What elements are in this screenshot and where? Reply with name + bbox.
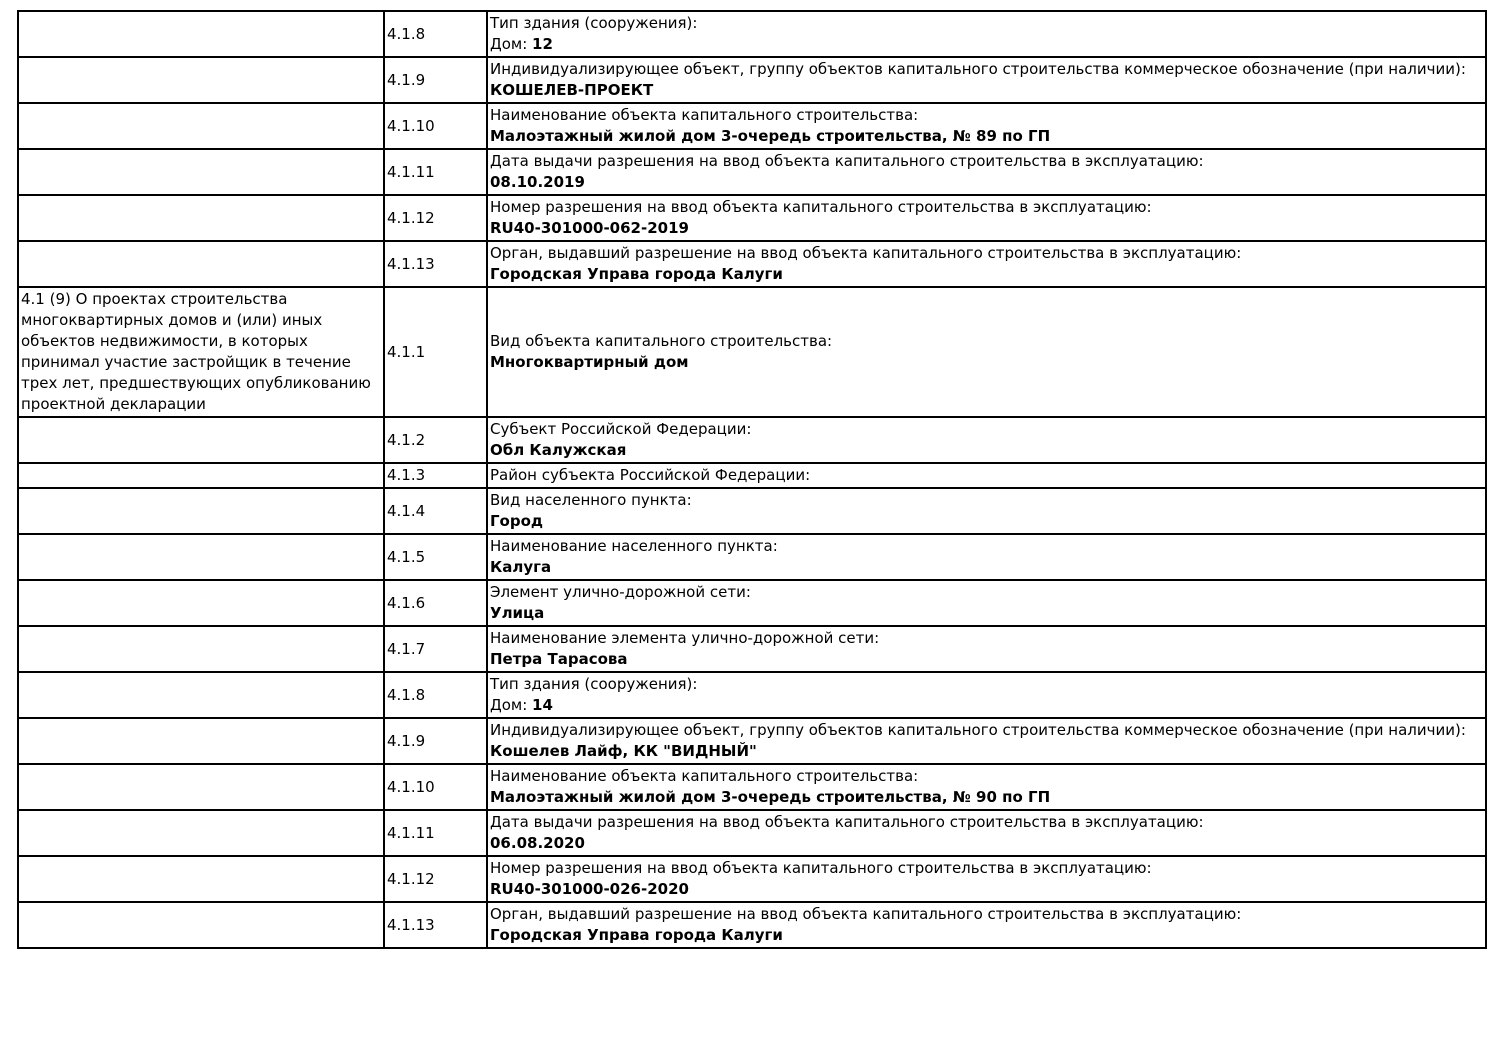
- declaration-document: [17, 10, 1487, 949]
- field-value-prefix: Дом:: [490, 696, 533, 714]
- field-value-prefix: Дом:: [490, 35, 533, 53]
- field-label: Дата выдачи разрешения на ввод объекта капитального строительства в эксплуатацию:: [490, 813, 1204, 831]
- table-row: [18, 417, 1486, 463]
- field-label: Наименование объекта капитального строительства:: [490, 767, 919, 785]
- row-number: 4.1.7: [387, 639, 426, 658]
- row-content-cell: [487, 856, 1486, 902]
- row-number: 4.1.9: [387, 70, 426, 89]
- field-value-text: Город: [490, 512, 544, 530]
- field-label: Дата выдачи разрешения на ввод объекта капитального строительства в эксплуатацию:: [490, 152, 1204, 170]
- section-cell: [18, 287, 384, 417]
- row-content-cell: [487, 580, 1486, 626]
- field-value: [490, 695, 1482, 716]
- table-row: [18, 626, 1486, 672]
- field-value: [490, 80, 1482, 101]
- field-value-text: 14: [532, 696, 553, 714]
- table-row: [18, 718, 1486, 764]
- row-content-cell: [487, 764, 1486, 810]
- row-number-cell: [384, 195, 487, 241]
- table-row: [18, 810, 1486, 856]
- row-content-cell: [487, 57, 1486, 103]
- field-label: Индивидуализирующее объект, группу объектов капитального строительства коммерческое обозначение (при наличии):: [490, 721, 1466, 739]
- section-cell: [18, 488, 384, 534]
- table-row: [18, 672, 1486, 718]
- field-value: [490, 172, 1482, 193]
- row-content-cell: [487, 287, 1486, 417]
- field-value-text: Кошелев Лайф, КК "ВИДНЫЙ": [490, 742, 757, 760]
- field-value: [490, 925, 1482, 946]
- row-content-cell: [487, 534, 1486, 580]
- section-cell: [18, 672, 384, 718]
- section-cell: [18, 810, 384, 856]
- row-number-cell: [384, 580, 487, 626]
- row-content-cell: [487, 149, 1486, 195]
- field-value: [490, 603, 1482, 624]
- row-content-cell: [487, 626, 1486, 672]
- section-label: 4.1 (9) О проектах строительства многоквартирных домов и (или) иных объектов недвижимости, в которых принимал участие застройщик в течение трех лет, предшествующих опубликованию проектной декларации: [21, 290, 371, 413]
- row-number-cell: [384, 856, 487, 902]
- row-number: 4.1.10: [387, 777, 435, 796]
- row-number: 4.1.11: [387, 162, 435, 181]
- field-value-text: Обл Калужская: [490, 441, 627, 459]
- row-number: 4.1.9: [387, 731, 426, 750]
- field-label: Номер разрешения на ввод объекта капитального строительства в эксплуатацию:: [490, 859, 1152, 877]
- row-number-cell: [384, 11, 487, 57]
- row-number-cell: [384, 149, 487, 195]
- field-label: Вид населенного пункта:: [490, 491, 692, 509]
- table-row: [18, 241, 1486, 287]
- section-cell: [18, 241, 384, 287]
- row-number-cell: [384, 417, 487, 463]
- field-label: Орган, выдавший разрешение на ввод объекта капитального строительства в эксплуатацию:: [490, 244, 1242, 262]
- row-number: 4.1.4: [387, 501, 426, 520]
- row-number: 4.1.10: [387, 116, 435, 135]
- row-content-cell: [487, 902, 1486, 948]
- field-value: [490, 879, 1482, 900]
- field-value: [490, 352, 1482, 373]
- section-cell: [18, 195, 384, 241]
- field-value-text: RU40-301000-062-2019: [490, 219, 689, 237]
- section-cell: [18, 534, 384, 580]
- field-value: [490, 126, 1482, 147]
- field-value: [490, 440, 1482, 461]
- row-content-cell: [487, 103, 1486, 149]
- field-value: [490, 34, 1482, 55]
- field-value-text: Малоэтажный жилой дом 3-очередь строительства, № 89 по ГП: [490, 127, 1051, 145]
- field-label: Индивидуализирующее объект, группу объектов капитального строительства коммерческое обозначение (при наличии):: [490, 60, 1466, 78]
- table-row: [18, 463, 1486, 488]
- section-cell: [18, 626, 384, 672]
- table-row: [18, 856, 1486, 902]
- row-number: 4.1.1: [387, 342, 426, 361]
- row-number-cell: [384, 57, 487, 103]
- field-value: [490, 741, 1482, 762]
- row-number: 4.1.2: [387, 430, 426, 449]
- field-value-text: Калуга: [490, 558, 552, 576]
- row-number: 4.1.12: [387, 869, 435, 888]
- row-content-cell: [487, 195, 1486, 241]
- row-number: 4.1.12: [387, 208, 435, 227]
- row-number: 4.1.6: [387, 593, 426, 612]
- table-body: [18, 11, 1486, 948]
- field-label: Тип здания (сооружения):: [490, 14, 698, 32]
- section-cell: [18, 11, 384, 57]
- field-label: Наименование объекта капитального строительства:: [490, 106, 919, 124]
- field-value-text: Городская Управа города Калуги: [490, 926, 783, 944]
- row-content-cell: [487, 417, 1486, 463]
- row-number: 4.1.8: [387, 24, 426, 43]
- field-value-text: 12: [532, 35, 553, 53]
- field-value-text: RU40-301000-026-2020: [490, 880, 689, 898]
- field-value: [490, 511, 1482, 532]
- row-number: 4.1.11: [387, 823, 435, 842]
- field-label: Элемент улично-дорожной сети:: [490, 583, 751, 601]
- field-value: [490, 557, 1482, 578]
- project-declaration-table: [17, 10, 1487, 949]
- row-content-cell: [487, 672, 1486, 718]
- row-number-cell: [384, 810, 487, 856]
- table-row: [18, 580, 1486, 626]
- row-number-cell: [384, 764, 487, 810]
- row-number-cell: [384, 626, 487, 672]
- row-number-cell: [384, 241, 487, 287]
- row-content-cell: [487, 11, 1486, 57]
- row-number: 4.1.5: [387, 547, 426, 566]
- field-value-text: Многоквартирный дом: [490, 353, 689, 371]
- field-value: [490, 264, 1482, 285]
- table-row: [18, 488, 1486, 534]
- table-row: [18, 57, 1486, 103]
- field-value: [490, 787, 1482, 808]
- row-content-cell: [487, 488, 1486, 534]
- field-value-text: 08.10.2019: [490, 173, 585, 191]
- row-number-cell: [384, 534, 487, 580]
- table-row: [18, 764, 1486, 810]
- row-number-cell: [384, 672, 487, 718]
- field-label: Субъект Российской Федерации:: [490, 420, 752, 438]
- table-row: [18, 287, 1486, 417]
- row-number-cell: [384, 718, 487, 764]
- field-value-text: Малоэтажный жилой дом 3-очередь строительства, № 90 по ГП: [490, 788, 1051, 806]
- table-row: [18, 149, 1486, 195]
- section-cell: [18, 149, 384, 195]
- field-label: Наименование населенного пункта:: [490, 537, 778, 555]
- row-number: 4.1.3: [387, 466, 426, 484]
- section-cell: [18, 103, 384, 149]
- row-number-cell: [384, 103, 487, 149]
- row-number-cell: [384, 463, 487, 488]
- section-cell: [18, 580, 384, 626]
- table-row: [18, 11, 1486, 57]
- row-number-cell: [384, 287, 487, 417]
- field-value-text: 06.08.2020: [490, 834, 585, 852]
- section-cell: [18, 463, 384, 488]
- section-cell: [18, 764, 384, 810]
- section-cell: [18, 856, 384, 902]
- row-number: 4.1.13: [387, 254, 435, 273]
- row-number-cell: [384, 488, 487, 534]
- field-label: Орган, выдавший разрешение на ввод объекта капитального строительства в эксплуатацию:: [490, 905, 1242, 923]
- field-value-text: КОШЕЛЕВ-ПРОЕКТ: [490, 81, 654, 99]
- row-content-cell: [487, 241, 1486, 287]
- row-number: 4.1.8: [387, 685, 426, 704]
- row-content-cell: [487, 810, 1486, 856]
- table-row: [18, 534, 1486, 580]
- field-value-text: Улица: [490, 604, 545, 622]
- row-number: 4.1.13: [387, 915, 435, 934]
- row-number-cell: [384, 902, 487, 948]
- field-label: Район субъекта Российской Федерации:: [490, 466, 811, 484]
- field-label: Вид объекта капитального строительства:: [490, 332, 833, 350]
- row-content-cell: [487, 463, 1486, 488]
- table-row: [18, 103, 1486, 149]
- field-value: [490, 833, 1482, 854]
- section-cell: [18, 417, 384, 463]
- field-value-text: Петра Тарасова: [490, 650, 628, 668]
- section-cell: [18, 57, 384, 103]
- field-value: [490, 218, 1482, 239]
- section-cell: [18, 902, 384, 948]
- table-row: [18, 195, 1486, 241]
- row-content-cell: [487, 718, 1486, 764]
- field-label: Наименование элемента улично-дорожной сети:: [490, 629, 880, 647]
- field-label: Тип здания (сооружения):: [490, 675, 698, 693]
- table-row: [18, 902, 1486, 948]
- field-label: Номер разрешения на ввод объекта капитального строительства в эксплуатацию:: [490, 198, 1152, 216]
- field-value-text: Городская Управа города Калуги: [490, 265, 783, 283]
- field-value: [490, 649, 1482, 670]
- section-cell: [18, 718, 384, 764]
